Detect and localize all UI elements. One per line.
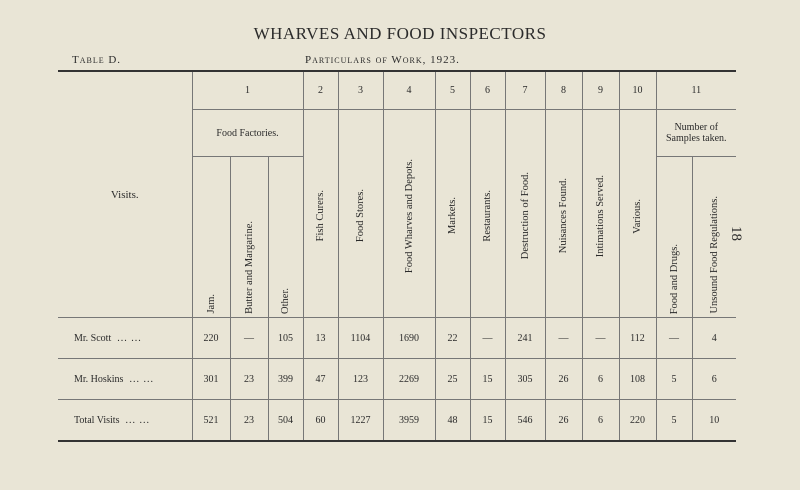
leader-dots: ... ... xyxy=(129,373,154,385)
col-header-label: Food Stores. xyxy=(355,189,366,243)
col-header xyxy=(303,110,338,318)
table-cell: 521 xyxy=(192,400,230,442)
table-cell: 26 xyxy=(545,400,582,442)
leader-dots: ... ... xyxy=(117,332,142,344)
col-header-label: Various. xyxy=(632,198,643,234)
table-cell: 5 xyxy=(656,359,692,400)
table-subtitle: Particulars of Work, 1923. xyxy=(305,54,460,66)
col-number: 3 xyxy=(338,71,383,110)
table-cell: 1690 xyxy=(383,318,435,359)
visits-header: Visits. xyxy=(58,71,192,318)
table-cell: 13 xyxy=(303,318,338,359)
leader-dots: ... ... xyxy=(125,414,150,426)
col-header-label: Intimations Served. xyxy=(595,174,606,258)
table-cell: 10 xyxy=(692,400,736,442)
table-row xyxy=(58,400,736,442)
col-header xyxy=(656,157,692,318)
col-header-label: Food Wharves and Depots. xyxy=(403,158,415,274)
col-header xyxy=(619,110,656,318)
table-cell: 3959 xyxy=(383,400,435,442)
col-number: 5 xyxy=(435,71,470,110)
col-header xyxy=(338,110,383,318)
table-cell: 108 xyxy=(619,359,656,400)
col-header xyxy=(470,110,505,318)
col-header xyxy=(230,157,268,318)
table-cell: 105 xyxy=(268,318,303,359)
table-cell: 241 xyxy=(505,318,545,359)
col-header xyxy=(505,110,545,318)
work-particulars-table xyxy=(58,70,736,442)
table-cell: 1104 xyxy=(338,318,383,359)
table-cell: — xyxy=(656,318,692,359)
table-cell: 60 xyxy=(303,400,338,442)
table-cell: 48 xyxy=(435,400,470,442)
col-header-label: Restaurants. xyxy=(482,190,493,242)
col-header-label: Butter and Margarine. xyxy=(243,221,255,314)
table-row xyxy=(58,318,736,359)
table-cell: 399 xyxy=(268,359,303,400)
col-header xyxy=(435,110,470,318)
table-cell: 220 xyxy=(619,400,656,442)
table-cell: — xyxy=(230,318,268,359)
table-cell: 25 xyxy=(435,359,470,400)
table-cell: 305 xyxy=(505,359,545,400)
col-number: 8 xyxy=(545,71,582,110)
col-number: 4 xyxy=(383,71,435,110)
table-cell: 47 xyxy=(303,359,338,400)
row-label xyxy=(58,318,192,359)
col-header-label: Nuisances Found. xyxy=(558,178,569,254)
col-header xyxy=(192,157,230,318)
col-header-label: Markets. xyxy=(447,197,458,235)
table-cell: 6 xyxy=(582,359,619,400)
col-number: 1 xyxy=(192,71,303,110)
table-cell: 22 xyxy=(435,318,470,359)
col-header-label: Destruction of Food. xyxy=(519,172,531,260)
page-title: WHARVES AND FOOD INSPECTORS xyxy=(253,24,547,43)
row-label xyxy=(58,400,192,442)
col-number: 10 xyxy=(619,71,656,110)
table-cell: — xyxy=(545,318,582,359)
table-cell: 6 xyxy=(582,400,619,442)
table-cell: 23 xyxy=(230,400,268,442)
table-cell: 15 xyxy=(470,400,505,442)
table-cell: 26 xyxy=(545,359,582,400)
row-label-text: Mr. Hoskins xyxy=(74,373,124,385)
samples-header: Number of Samples taken. xyxy=(656,110,736,157)
table-cell: 5 xyxy=(656,400,692,442)
row-label-text: Mr. Scott xyxy=(74,332,112,344)
col-number: 7 xyxy=(505,71,545,110)
col-header-label: Unsound Food Regulations. xyxy=(708,196,720,314)
col-header-label: Jam. xyxy=(205,294,217,314)
table-cell: 112 xyxy=(619,318,656,359)
table-cell: — xyxy=(582,318,619,359)
col-header xyxy=(692,157,736,318)
row-label xyxy=(58,359,192,400)
table-cell: 220 xyxy=(192,318,230,359)
col-header xyxy=(383,110,435,318)
col-header-label: Fish Curers. xyxy=(315,190,326,242)
col-number: 9 xyxy=(582,71,619,110)
table-cell: 504 xyxy=(268,400,303,442)
col-header-label: Other. xyxy=(280,288,291,314)
col-number: 6 xyxy=(470,71,505,110)
col-header xyxy=(268,157,303,318)
col-header-label: Food and Drugs. xyxy=(668,243,680,314)
table-cell: — xyxy=(470,318,505,359)
col-number: 2 xyxy=(303,71,338,110)
col-header xyxy=(582,110,619,318)
table-cell: 301 xyxy=(192,359,230,400)
food-factories-header: Food Factories. xyxy=(192,110,303,157)
table-cell: 15 xyxy=(470,359,505,400)
col-number: 11 xyxy=(656,71,736,110)
page-number: 18 xyxy=(728,226,744,241)
table-cell: 123 xyxy=(338,359,383,400)
table-cell: 546 xyxy=(505,400,545,442)
table-label: Table D. xyxy=(72,54,122,66)
table-cell: 4 xyxy=(692,318,736,359)
table-cell: 6 xyxy=(692,359,736,400)
table-cell: 23 xyxy=(230,359,268,400)
col-header xyxy=(545,110,582,318)
table-cell: 1227 xyxy=(338,400,383,442)
table-row xyxy=(58,359,736,400)
table-cell: 2269 xyxy=(383,359,435,400)
row-label-text: Total Visits xyxy=(74,414,120,426)
